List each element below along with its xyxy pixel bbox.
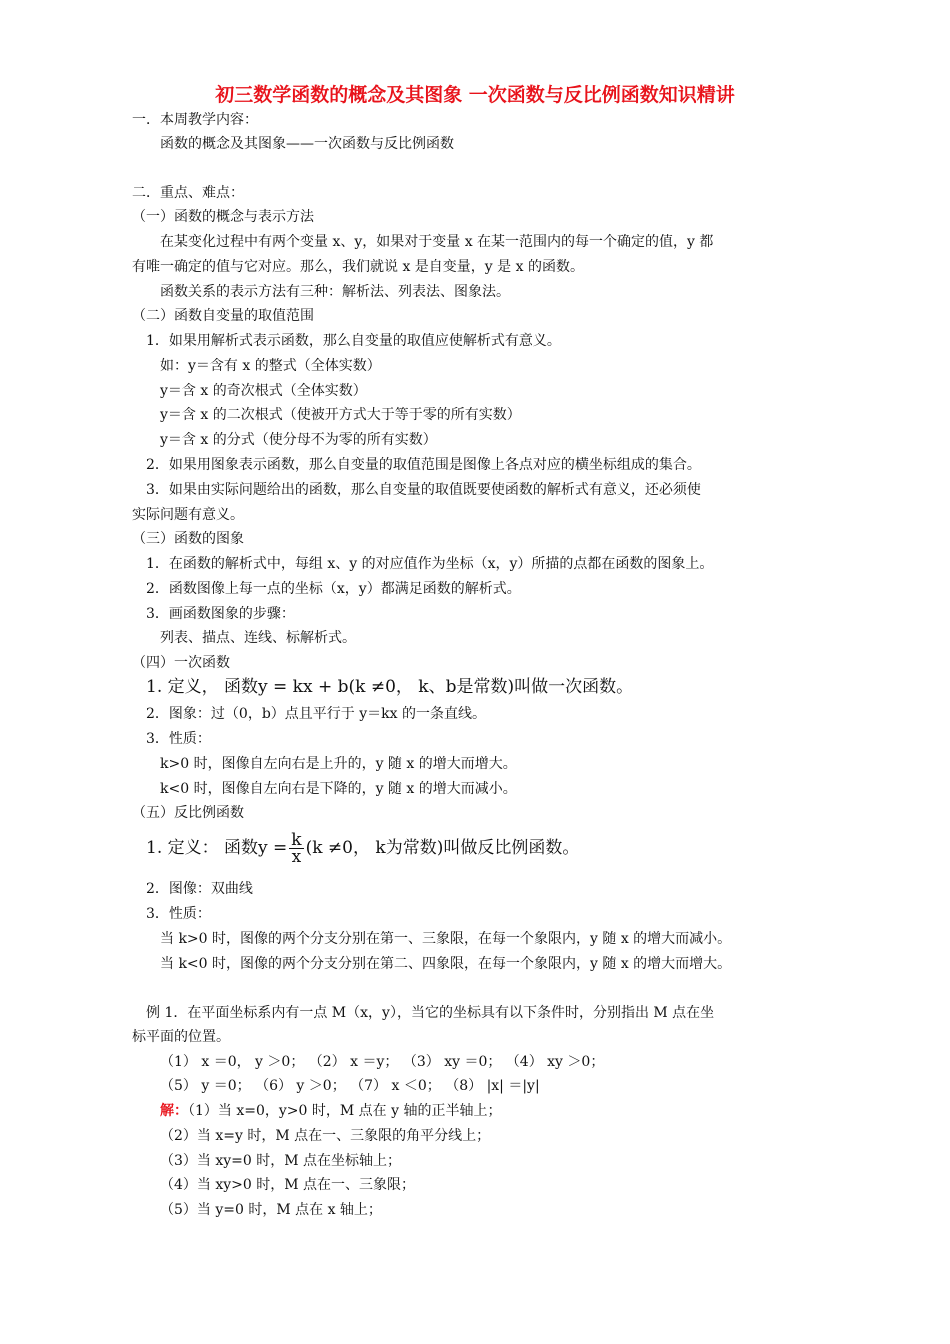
list-item: 3．如果由实际问题给出的函数，那么自变量的取值既要使函数的解析式有意义，还必须使 xyxy=(146,482,701,498)
solution-text: （1）当 x=0，y>0 时，M 点在 y 轴的正半轴上； xyxy=(188,1103,502,1119)
solution-line: （4）当 xy>0 时，M 点在一、三象限； xyxy=(160,1177,416,1193)
property-line: 当 k<0 时，图像的两个分支分别在第二、四象限，在每一个象限内，y 随 x 的增大而增大。 xyxy=(160,956,732,972)
solution-line: （5）当 y=0 时，M 点在 x 轴上； xyxy=(160,1202,382,1218)
example-line: y＝含 x 的奇次根式（全体实数） xyxy=(160,383,367,399)
list-item: 2．函数图像上每一点的坐标（x，y）都满足函数的解析式。 xyxy=(146,581,521,597)
list-item-sub: 列表、描点、连线、标解析式。 xyxy=(160,630,356,646)
paragraph-line: 有唯一确定的值与它对应。那么，我们就说 x 是自变量，y 是 x 的函数。 xyxy=(132,259,584,275)
solution-line: （3）当 xy=0 时，M 点在坐标轴上； xyxy=(160,1153,402,1169)
solution-line: （2）当 x=y 时，M 点在一、三象限的角平分线上； xyxy=(160,1128,491,1144)
property-line: k<0 时，图像自左向右是下降的，y 随 x 的增大而减小。 xyxy=(160,781,517,797)
property-line: 当 k>0 时，图像的两个分支分别在第一、三象限，在每一个象限内，y 随 x 的增大而减小。 xyxy=(160,931,732,947)
paragraph-line: 在某变化过程中有两个变量 x、y，如果对于变量 x 在某一范围内的每一个确定的值，y 都 xyxy=(160,234,714,250)
section-1-content: 函数的概念及其图象——一次函数与反比例函数 xyxy=(160,136,454,152)
fraction-k-over-x xyxy=(289,832,303,865)
list-item: 2．图像：双曲线 xyxy=(146,881,253,897)
section-1-heading: 一．本周教学内容： xyxy=(132,112,258,128)
example-line: y＝含 x 的二次根式（使被开方式大于等于零的所有实数） xyxy=(160,407,521,423)
list-item: 3．画函数图象的步骤： xyxy=(146,606,295,622)
list-item-continued: 实际问题有意义。 xyxy=(132,507,244,523)
page-title: 初三数学函数的概念及其图象 一次函数与反比例函数知识精讲 xyxy=(215,84,735,106)
list-item: 2．图象：过（0，b）点且平行于 y＝kx 的一条直线。 xyxy=(146,706,486,722)
list-item: 3．性质： xyxy=(146,906,211,922)
property-line: k>0 时，图像自左向右是上升的，y 随 x 的增大而增大。 xyxy=(160,756,517,772)
part-3-heading: （三）函数的图象 xyxy=(132,531,244,547)
linear-function-definition: 1. 定义， 函数y = kx + b(k ≠0， k、b是常数)叫做一次函数。 xyxy=(146,677,634,697)
part-5-heading: （五）反比例函数 xyxy=(132,805,244,821)
list-item: 1．在函数的解析式中，每组 x、y 的对应值作为坐标（x，y）所描的点都在函数的图象上。 xyxy=(146,556,714,572)
fraction-denominator: x xyxy=(291,847,302,867)
inverse-function-definition xyxy=(146,830,579,866)
section-2-heading: 二．重点、难点： xyxy=(132,185,244,201)
definition-prefix: 1. 定义： 函数y = xyxy=(146,838,288,858)
example-1-line: 标平面的位置。 xyxy=(132,1029,230,1045)
example-line: y＝含 x 的分式（使分母不为零的所有实数） xyxy=(160,432,437,448)
definition-suffix: (k ≠0， k为常数)叫做反比例函数。 xyxy=(305,838,580,858)
example-line: 如：y＝含有 x 的整式（全体实数） xyxy=(160,358,381,374)
list-item: 1．如果用解析式表示函数，那么自变量的取值应使解析式有意义。 xyxy=(146,333,561,349)
example-1-conditions: （5） y ＝0； （6） y ＞0； （7） x ＜0； （8） |x| ＝|y| xyxy=(160,1078,540,1094)
paragraph-line: 函数关系的表示方法有三种：解析法、列表法、图象法。 xyxy=(160,284,510,300)
fraction-numerator: k xyxy=(291,830,302,850)
solution-line xyxy=(160,1101,501,1121)
list-item: 2．如果用图象表示函数，那么自变量的取值范围是图像上各点对应的横坐标组成的集合。 xyxy=(146,457,701,473)
part-1-heading: （一）函数的概念与表示方法 xyxy=(132,209,314,225)
part-2-heading: （二）函数自变量的取值范围 xyxy=(132,308,314,324)
example-1-line: 例 1．在平面坐标系内有一点 M（x，y），当它的坐标具有以下条件时，分别指出 M 点在坐 xyxy=(146,1005,715,1021)
part-4-heading: （四）一次函数 xyxy=(132,655,230,671)
solution-label: 解： xyxy=(160,1103,188,1119)
example-1-conditions: （1） x ＝0， y ＞0； （2） x ＝y； （3） xy ＝0； （4） xy ＞0； xyxy=(160,1054,605,1070)
list-item: 3．性质： xyxy=(146,731,211,747)
